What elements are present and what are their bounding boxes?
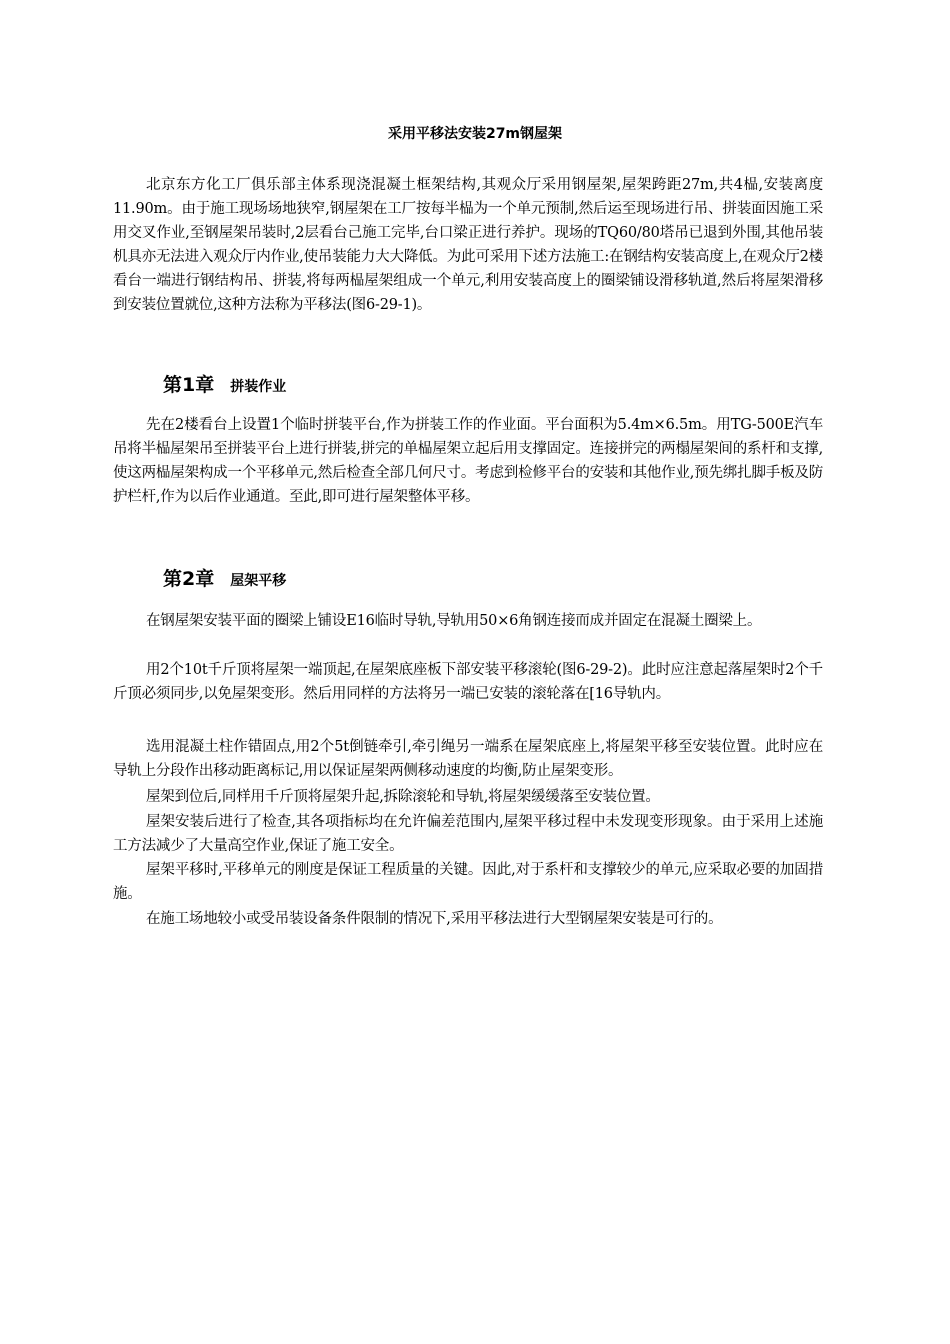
chapter-2-heading [163, 564, 286, 591]
chapter-2-paragraph-2: 用2个10t千斤顶将屋架一端顶起,在屋架底座板下部安装平移滚轮(图6-29-2)。此时应注意起落屋架时2个千斤顶必须同步,以免屋架变形。然后用同样的方法将另一端已安装的滚轮落在[16导轨内。 [113, 662, 823, 702]
chapter-2-number: 第2章 [163, 568, 215, 590]
chapter-2-paragraph-4: 屋架到位后,同样用千斤顶将屋架升起,拆除滚轮和导轨,将屋架缓缓落至安装位置。 [146, 789, 660, 805]
document-title: 采用平移法安装27m钢屋架 [387, 126, 563, 142]
chapter-2-paragraph-7: 在施工场地较小或受吊装设备条件限制的情况下,采用平移法进行大型钢屋架安装是可行的。 [146, 911, 723, 927]
chapter-2-paragraph-6: 屋架平移时,平移单元的刚度是保证工程质量的关键。因此,对于系杆和支撑较少的单元,应采取必要的加固措施。 [113, 862, 823, 902]
intro-paragraph: 北京东方化工厂俱乐部主体系现浇混凝土框架结构,其观众厅采用钢屋架,屋架跨距27m,共4榀,安装离度11.90m。由于施工现场场地狭窄,钢屋架在工厂按每半榀为一个单元预制,然后运至现场进行吊、拼装面因施工采用交叉作业,至钢屋架吊装时,2层看台己施工完毕,台口梁正进行养护。现场的TQ60/80塔吊已退到外围,其他吊装机具亦无法进入观众厅内作业,使吊装能力大大降低。为此可采用下述方法施工:在钢结构安装高度上,在观众厅2楼看台一端进行钢结构吊、拼装,将每两榀屋架组成一个单元,利用安装高度上的圈梁铺设滑移轨道,然后将屋架滑移到安装位置就位,这种方法称为平移法(图6-29-1)。 [113, 177, 823, 313]
chapter-2-paragraph-3: 选用混凝土柱作错固点,用2个5t倒链牵引,牵引绳另一端系在屋架底座上,将屋架平移至安装位置。此时应在导轨上分段作出移动距离标记,用以保证屋架两侧移动速度的均衡,防止屋架变形。 [113, 739, 823, 779]
chapter-2-paragraph-1: 在钢屋架安装平面的圈梁上铺设E16临时导轨,导轨用50×6角钢连接而成并固定在混凝土圈梁上。 [146, 613, 762, 629]
chapter-1-title: 拼装作业 [230, 379, 287, 395]
chapter-1-heading [163, 370, 286, 397]
chapter-1-paragraph: 先在2楼看台上设置1个临时拼装平台,作为拼装工作的作业面。平台面积为5.4m×6.5m。用TG-500E汽车吊将半榀屋架吊至拼装平台上进行拼装,拼完的单榀屋架立起后用支撑固定。连接拼完的两榻屋架间的系杆和支撑,使这两榀屋架构成一个平移单元,然后检查全部几何尺寸。考虑到检修平台的安装和其他作业,预先绑扎脚手板及防护栏杆,作为以后作业通道。至此,即可进行屋架整体平移。 [113, 417, 823, 505]
chapter-1-number: 第1章 [163, 374, 215, 396]
chapter-2-paragraph-5: 屋架安装后进行了检查,其各项指标均在允许偏差范围内,屋架平移过程中未发现变形现象。由于采用上述施工方法减少了大量高空作业,保证了施工安全。 [113, 814, 823, 854]
chapter-2-title: 屋架平移 [230, 573, 287, 589]
